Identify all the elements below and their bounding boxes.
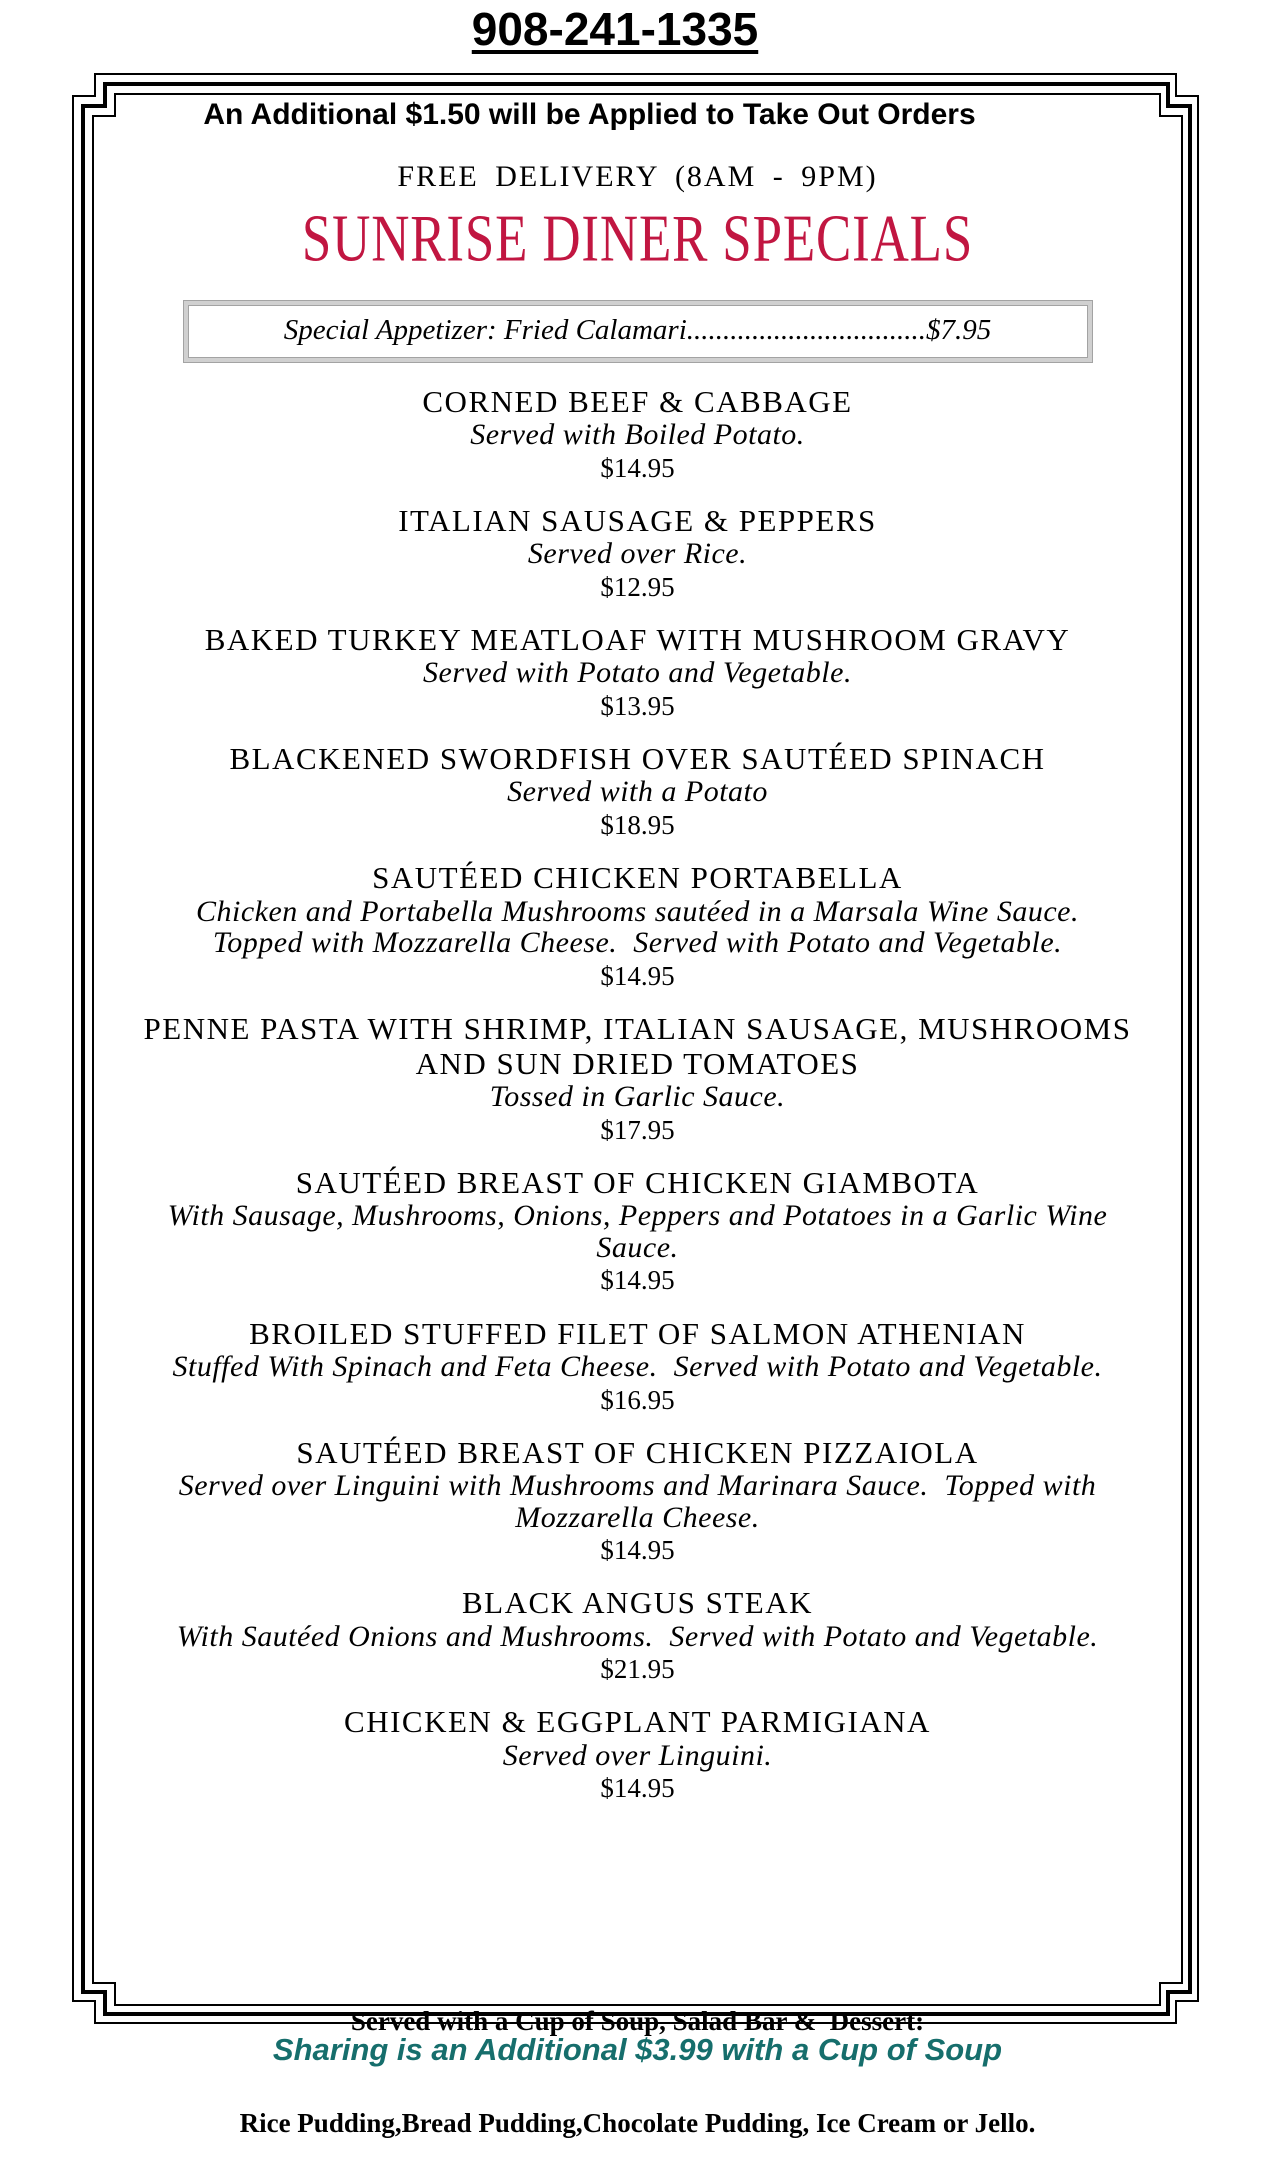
item-price: $12.95 — [600, 571, 675, 602]
menu-item — [93, 622, 1182, 721]
item-price: $18.95 — [600, 809, 675, 840]
item-description: Chicken and Portabella Mushrooms sautéed in a Marsala Wine Sauce. — [196, 894, 1079, 928]
included-line-1: Served with a Cup of Soup, Salad Bar & Dessert: — [350, 2006, 925, 2037]
item-description: Topped with Mozzarella Cheese. Served with Potato and Vegetable. — [212, 926, 1063, 960]
item-description: Served with Boiled Potato. — [470, 418, 805, 452]
delivery-notice: FREE DELIVERY (8AM - 9PM) — [397, 160, 878, 193]
item-description: Stuffed With Spinach and Feta Cheese. Served with Potato and Vegetable. — [172, 1350, 1103, 1384]
menu-item — [93, 384, 1182, 483]
menu-body — [93, 98, 1182, 1823]
item-description: With Sautéed Onions and Mushrooms. Served with Potato and Vegetable. — [176, 1619, 1099, 1653]
menu-item — [93, 1704, 1182, 1803]
item-description: Mozzarella Cheese. — [515, 1500, 760, 1534]
item-price: $17.95 — [600, 1114, 675, 1145]
item-price: $14.95 — [600, 960, 675, 991]
item-description: Served with Potato and Vegetable. — [423, 656, 852, 690]
menu-item — [93, 1165, 1182, 1296]
item-description: Served over Linguini. — [502, 1738, 773, 1772]
item-description: Tossed in Garlic Sauce. — [489, 1080, 786, 1114]
item-description: Served with a Potato — [507, 775, 768, 809]
item-description: Served over Rice. — [527, 537, 748, 571]
menu-item — [93, 1585, 1182, 1684]
takeout-notice: An Additional $1.50 will be Applied to Take Out Orders — [203, 98, 976, 131]
sharing-notice: Sharing is an Additional $3.99 with a Cup of Soup — [272, 2032, 1003, 2067]
item-price: $21.95 — [600, 1654, 675, 1685]
item-description: With Sausage, Mushrooms, Onions, Peppers and Potatoes in a Garlic Wine — [167, 1199, 1108, 1233]
item-description: Sauce. — [596, 1230, 679, 1264]
item-name: BAKED TURKEY MEATLOAF WITH MUSHROOM GRAVY — [204, 622, 1071, 658]
item-price: $16.95 — [600, 1384, 675, 1415]
menu-item — [93, 503, 1182, 602]
special-appetizer-box — [188, 305, 1088, 358]
item-name: PENNE PASTA WITH SHRIMP, ITALIAN SAUSAGE, MUSHROOMS — [143, 1010, 1132, 1046]
menu-item — [93, 1435, 1182, 1566]
item-name: CHICKEN & EGGPLANT PARMIGIANA — [344, 1704, 931, 1740]
appetizer-price: $7.95 — [926, 314, 992, 347]
item-name: SAUTÉED CHICKEN PORTABELLA — [372, 860, 903, 896]
item-name: SAUTÉED BREAST OF CHICKEN GIAMBOTA — [295, 1165, 980, 1201]
item-name: BLACKENED SWORDFISH OVER SAUTÉED SPINACH — [229, 741, 1046, 777]
page-title: SUNRISE DINER SPECIALS — [301, 200, 974, 276]
item-price: $14.95 — [600, 452, 675, 483]
item-name: SAUTÉED BREAST OF CHICKEN PIZZAIOLA — [296, 1434, 979, 1470]
specials-list — [93, 384, 1182, 1804]
item-name: AND SUN DRIED TOMATOES — [415, 1046, 860, 1082]
menu-item — [93, 1011, 1182, 1145]
appetizer-label: Special Appetizer: Fried Calamari — [283, 314, 687, 347]
item-price: $14.95 — [600, 1265, 675, 1296]
menu-item — [93, 1316, 1182, 1415]
included-line-2: Rice Pudding,Bread Pudding,Chocolate Pudding, Ice Cream or Jello. — [239, 2108, 1036, 2139]
item-price: $14.95 — [600, 1535, 675, 1566]
item-name: BROILED STUFFED FILET OF SALMON ATHENIAN — [249, 1315, 1026, 1351]
item-name: ITALIAN SAUSAGE & PEPPERS — [398, 503, 877, 538]
item-price: $13.95 — [600, 690, 675, 721]
appetizer-leader-dots: ................................. — [686, 314, 926, 347]
item-price: $14.95 — [600, 1773, 675, 1804]
item-name: CORNED BEEF & CABBAGE — [422, 383, 853, 419]
item-name: BLACK ANGUS STEAK — [461, 1585, 814, 1621]
phone-number: 908-241-1335 — [471, 3, 759, 55]
item-description: Served over Linguini with Mushrooms and Marinara Sauce. Topped with — [178, 1469, 1097, 1503]
menu-item — [93, 741, 1182, 840]
menu-item — [93, 860, 1182, 991]
